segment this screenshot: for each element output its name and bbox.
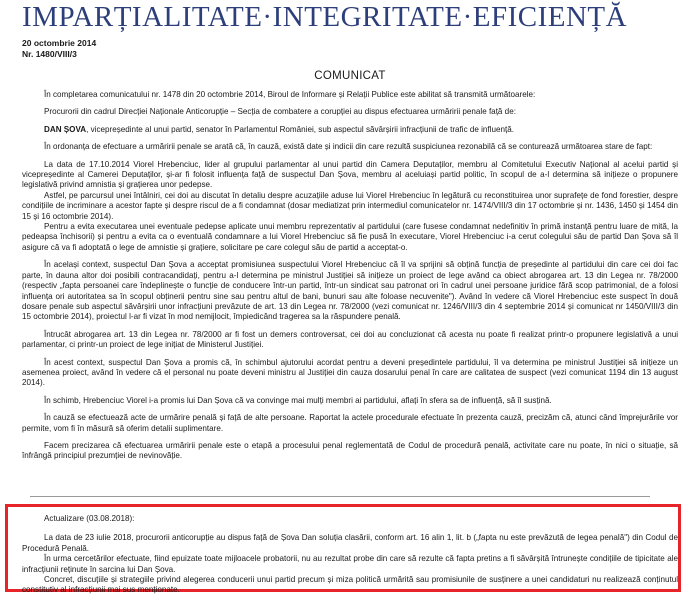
paragraph: La data de 17.10.2014 Viorel Hrebenciuc, lider al grupului parlamentar al unui partid din Camera Deputaților, membru al Comitetului Executiv Național al acelui partid și vicepreședinte al Camerei Deputaților, și-ar fi folosit influența față de suspectul Dan Șova, membru al aceluiași partid politic, în scopul de a-l determina să inițieze o propunere legislativă privind amnistia și grațierea unor pedepse. (22, 159, 678, 190)
header-motto: IMPARȚIALITATE·INTEGRITATE·EFICIENȚĂ (22, 1, 628, 33)
release-number: Nr. 1480/VIII/3 (22, 49, 77, 59)
paragraph: În acest context, suspectul Dan Șova a promis că, în schimbul ajutorului acordat pentru a deveni președintele partidului, îl va determina pe ministrul Justiției să inițieze un asemenea proiect, având în vedere că el personal nu poate deveni ministru al Justiției din cauza dosarului penal în care are calitatea de suspect (vezi comunicat 1194 din 13 august 2014). (22, 357, 678, 388)
paragraph: Procurorii din cadrul Direcției Naționale Anticorupție – Secția de combatere a corupției au dispus efectuarea urmăririi penale față de: (44, 107, 516, 117)
press-release-body (22, 90, 678, 469)
release-date: 20 octombrie 2014 (22, 38, 97, 48)
update-paragraph: Concret, discuțiile și strategiile privind alegerea conducerii unui partid precum și miza politică urmărită sau promisiunile de susținere a unei candidaturi nu realizează conținutul constitutiv al infracțiunii mai sus menționate. (22, 575, 678, 595)
paragraph: În cauză se efectuează acte de urmărire penală și față de alte persoane. Raportat la actele procedurale efectuate în prezenta cauză, precizăm că, atunci când împrejurările vor permite, vom fi în măsură să oferim detalii suplimentare. (22, 413, 678, 433)
paragraph: Întrucât abrogarea art. 13 din Legea nr. 78/2000 ar fi fost un demers controversat, cei doi au concluzionat că acesta nu poate fi realizat printr-o propunere legislativă a unui parlamentar, ci printr-un proiect de lege inițiat de Ministerul Justiției. (22, 329, 678, 350)
update-paragraph: La data de 23 iulie 2018, procurorii anticorupție au dispus față de Șova Dan soluția clasării, conform art. 16 alin 1, lit. b („fapta nu este prevăzută de legea penală") din Codul de Procedură Penală. (22, 533, 678, 553)
section-divider (30, 496, 650, 497)
paragraph: Facem precizarea că efectuarea urmăririi penale este o etapă a procesului penal reglementată de Codul de procedură penală, activitate care nu poate, în nici o situație, să înfrângă principiul prezumției de nevinovăție. (22, 440, 678, 461)
paragraph: În ordonanța de efectuare a urmăririi penale se arată că, în cauză, există date și indicii din care rezultă suspiciunea rezonabilă că se conturează următoarea stare de fapt: (44, 142, 653, 152)
page-title: COMUNICAT (314, 70, 386, 82)
header-meta (22, 38, 96, 60)
suspect-description: , vicepreședinte al unui partid, senator în Parlamentul României, sub aspectul săvârșirii infracțiunii de trafic de influență. (86, 124, 514, 134)
paragraph: În schimb, Hrebenciuc Viorel i-a promis lui Dan Șova că va convinge mai mulți membri ai partidului, aflați în sfera sa de influență, să îl susțină. (44, 395, 552, 405)
paragraph: Pentru a evita executarea unei eventuale pedepse aplicate unui membru reprezentativ al partidului (care fusese condamnat nedefinitiv în primă instanță pentru luare de mită, la pedeapsa închisorii) și pentru a evita ca o eventuală condamnare a lui Viorel Hrebenciuc să fie pusă în executare, Viorel Hrebenciuc i-a cerut colegului său de partid Dan Șova să îl asigure că va fi adoptată o lege de amnistie și grațiere, solicitare pe care colegul său de partid a acceptat-o. (22, 222, 678, 252)
paragraph: În același context, suspectul Dan Șova a acceptat promisiunea suspectului Viorel Hrebenciuc că îl va sprijini să obțină funcția de președinte al partidului din care cei doi fac parte, în dauna altor doi posibili contracandidați, pentru a-l determina pe ministrul Justiției să inițieze un proiect de lege având ca obiect abrogarea art. 13 din Legea nr. 78/2000 (respectiv „fapta persoanei care îndeplinește o funcție de conducere într-un partid, într-un sindicat sau patronat ori în cadrul unei persoane juridice fără scop patrimonial, de a folosi influența ori autoritatea sa în scopul obținerii pentru sine sau pentru altul de bani, bunuri sau alte foloase necuvenite"). Având în vedere că Viorel Hrebenciuc este suspect în două dosare penale sub aspectul săvârșirii unor infracțiuni prevăzute de art. 13 din Legea nr. 78/2000 (vezi comunicat nr. 1246/VIII/3 din 4 septembrie 2014 și comunicat nr 1450/VIII/3 din 15 octombrie 2014), proiectul l-ar fi vizat în mod nemijlocit, împiedicând tragerea sa la răspundere penală. (22, 260, 678, 322)
update-section (22, 514, 678, 596)
update-paragraph: În urma cercetărilor efectuate, fiind epuizate toate mijloacele probatorii, nu au rezultat probe din care să rezulte că fapta pretins a fi săvârșită întrunește condițiile de tipicitate ale infracțiunii reținute în sarcina lui Dan Șova. (22, 554, 678, 574)
update-heading: Actualizare (03.08.2018): (44, 514, 135, 523)
paragraph: Astfel, pe parcursul unei întâlniri, cei doi au discutat în detaliu despre acuzațiile aduse lui Viorel Hrebenciuc în legătură cu reconstituirea unor suprafețe de fond forestier, despre condițiile de incriminare a acestor fapte și despre riscul de a fi condamnat (dosar mediatizat prin intermediul comunicatelor nr. 1474/VIII/3 din 17 octombrie și nr. 1436, 1450 și 1454 din 15 și 16 octombrie 2014). (22, 190, 678, 221)
suspect-name: DAN ȘOVA (44, 124, 87, 134)
paragraph: În completarea comunicatului nr. 1478 din 20 octombrie 2014, Biroul de Informare și Relații Publice este abilitat să transmită următoarele: (44, 90, 536, 99)
paragraph (22, 125, 678, 135)
